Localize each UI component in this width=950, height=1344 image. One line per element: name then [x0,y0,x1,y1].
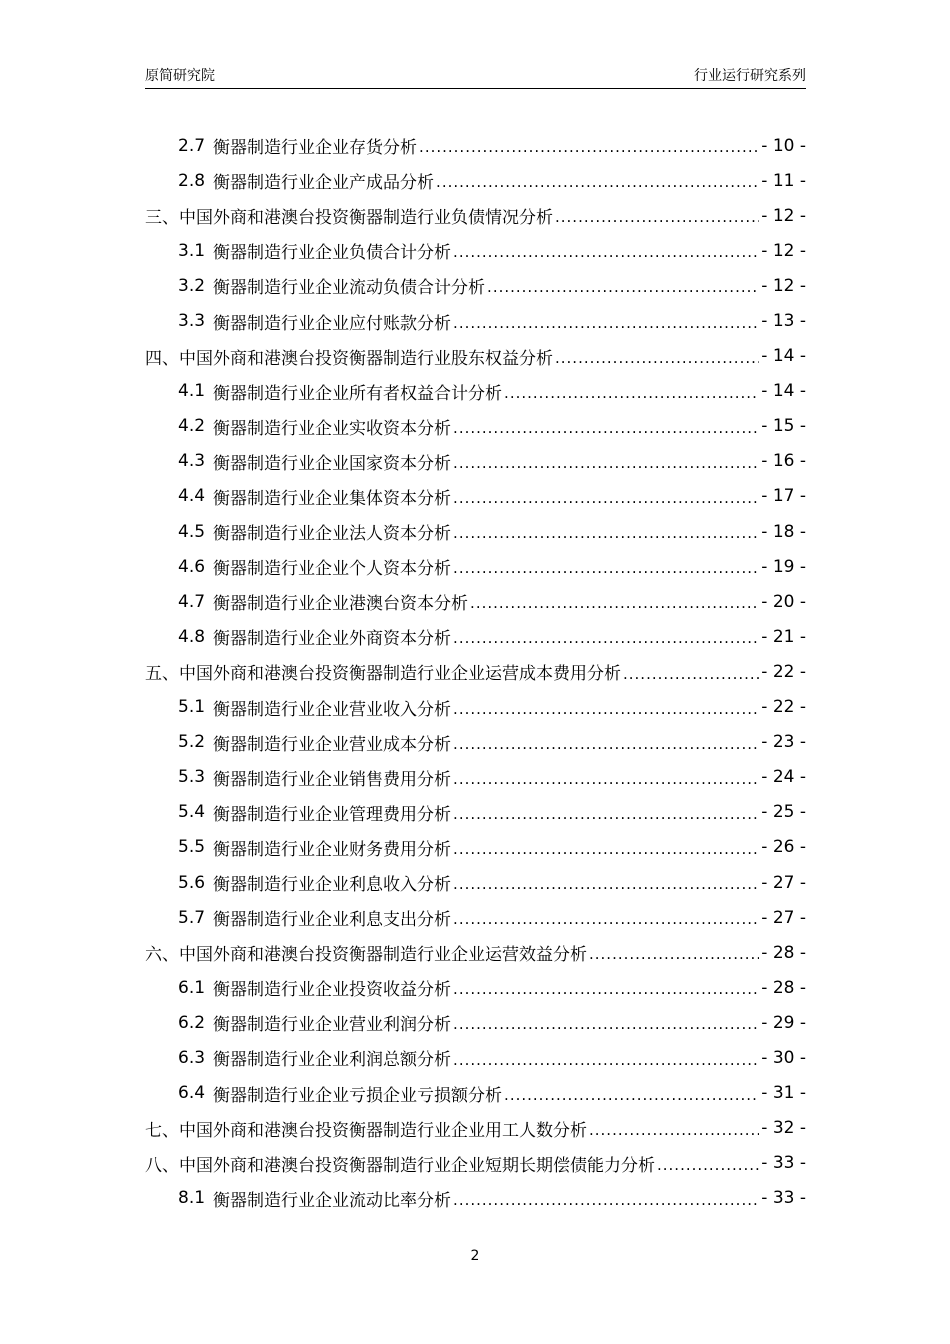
toc-entry[interactable] [145,268,806,303]
table-of-contents [145,128,806,1216]
toc-entry[interactable] [145,409,806,444]
toc-dot-leader [453,1051,759,1076]
toc-entry-page: - 15 - [761,416,806,437]
toc-entry-number: 4.6 [178,556,206,577]
toc-entry-number: 2.8 [178,170,206,191]
toc-entry-number: 4.1 [178,381,206,402]
toc-entry-page: - 25 - [761,802,806,823]
toc-dot-leader [623,665,759,690]
toc-entry-title: 衡器制造行业企业个人资本分析 [213,559,452,580]
toc-dot-leader [453,559,759,584]
toc-entry-title: 衡器制造行业企业负债合计分析 [213,243,452,264]
toc-dot-leader [453,1015,759,1040]
toc-dot-leader [487,278,759,303]
toc-dot-leader [453,840,759,865]
toc-entry[interactable] [145,1076,806,1111]
toc-dot-leader [504,384,759,409]
toc-entry-title: 衡器制造行业企业营业收入分析 [213,699,452,720]
toc-entry-number: 4.2 [178,416,206,437]
toc-entry[interactable] [145,935,806,970]
toc-entry-title: 衡器制造行业企业存货分析 [213,138,418,159]
toc-dot-leader [470,594,759,619]
toc-dot-leader [436,173,759,198]
toc-entry[interactable] [145,1005,806,1040]
toc-entry-number: 4.5 [178,521,206,542]
toc-entry-title: 衡器制造行业企业利息支出分析 [213,910,452,931]
toc-entry-number: 3.2 [178,275,206,296]
toc-entry-number: 5.6 [178,872,206,893]
toc-entry[interactable] [145,584,806,619]
toc-entry-number: 5.5 [178,837,206,858]
toc-entry-number: 6.2 [178,1012,206,1033]
toc-entry-title: 衡器制造行业企业产成品分析 [213,173,435,194]
toc-entry-number: 5.7 [178,907,206,928]
toc-entry-page: - 21 - [761,626,806,647]
toc-entry-title: 衡器制造行业企业利润总额分析 [213,1050,452,1071]
toc-entry-page: - 22 - [761,661,806,682]
toc-entry[interactable] [145,339,806,374]
toc-entry[interactable] [145,444,806,479]
toc-entry-title: 衡器制造行业企业国家资本分析 [213,453,452,474]
toc-entry[interactable] [145,970,806,1005]
toc-entry-number: 4.8 [178,626,206,647]
toc-entry-page: - 10 - [761,135,806,156]
toc-dot-leader [657,1156,759,1181]
toc-entry-title: 衡器制造行业企业亏损企业亏损额分析 [213,1085,503,1106]
header-series: 行业运行研究系列 [694,68,806,84]
toc-entry-page: - 11 - [761,170,806,191]
toc-entry-title: 衡器制造行业企业所有者权益合计分析 [213,383,503,404]
toc-entry-title: 衡器制造行业企业港澳台资本分析 [213,594,469,615]
toc-entry-page: - 32 - [761,1118,806,1139]
toc-entry[interactable] [145,549,806,584]
toc-entry-title: 衡器制造行业企业流动比率分析 [213,1190,452,1211]
toc-entry-title: 衡器制造行业企业法人资本分析 [213,524,452,545]
toc-entry-page: - 28 - [761,942,806,963]
toc-dot-leader [453,805,759,830]
toc-entry[interactable] [145,479,806,514]
toc-entry-title: 衡器制造行业企业外商资本分析 [213,629,452,650]
toc-entry-number: 6.4 [178,1083,206,1104]
toc-entry-title: 衡器制造行业企业集体资本分析 [213,488,452,509]
toc-entry-page: - 12 - [761,240,806,261]
toc-entry[interactable] [145,654,806,689]
toc-entry-page: - 29 - [761,1012,806,1033]
toc-dot-leader [453,910,759,935]
toc-entry[interactable] [145,198,806,233]
toc-entry-number: 4.4 [178,486,206,507]
toc-entry-title: 衡器制造行业企业销售费用分析 [213,769,452,790]
toc-entry-page: - 20 - [761,591,806,612]
toc-entry-number: 5.1 [178,697,206,718]
toc-entry-title: 八、中国外商和港澳台投资衡器制造行业企业短期长期偿债能力分析 [145,1155,655,1176]
toc-entry-page: - 30 - [761,1047,806,1068]
toc-entry-page: - 23 - [761,732,806,753]
toc-entry[interactable] [145,690,806,725]
toc-entry-number: 4.7 [178,591,206,612]
toc-dot-leader [453,770,759,795]
toc-entry[interactable] [145,1111,806,1146]
toc-entry-number: 6.3 [178,1047,206,1068]
toc-entry-number: 5.4 [178,802,206,823]
toc-entry[interactable] [145,514,806,549]
toc-dot-leader [453,875,759,900]
toc-entry-page: - 27 - [761,872,806,893]
toc-entry-title: 五、中国外商和港澳台投资衡器制造行业企业运营成本费用分析 [145,664,621,685]
toc-entry-title: 七、中国外商和港澳台投资衡器制造行业企业用工人数分析 [145,1120,587,1141]
toc-dot-leader [555,349,759,374]
toc-entry-page: - 19 - [761,556,806,577]
toc-entry-number: 5.3 [178,767,206,788]
toc-entry[interactable] [145,725,806,760]
toc-entry-number: 6.1 [178,977,206,998]
toc-dot-leader [453,980,759,1005]
toc-entry-page: - 12 - [761,275,806,296]
toc-entry-page: - 33 - [761,1188,806,1209]
toc-entry-page: - 16 - [761,451,806,472]
toc-entry-number: 8.1 [178,1188,206,1209]
toc-dot-leader [504,1086,759,1111]
toc-dot-leader [419,138,759,163]
toc-entry[interactable] [145,830,806,865]
toc-entry-number: 2.7 [178,135,206,156]
header-publisher: 原简研究院 [145,68,215,84]
toc-entry-title: 衡器制造行业企业应付账款分析 [213,313,452,334]
toc-entry-title: 衡器制造行业企业营业利润分析 [213,1015,452,1036]
toc-entry-page: - 33 - [761,1153,806,1174]
toc-dot-leader [453,735,759,760]
toc-dot-leader [453,489,759,514]
toc-entry[interactable] [145,1146,806,1181]
toc-entry-page: - 17 - [761,486,806,507]
toc-entry-title: 衡器制造行业企业流动负债合计分析 [213,278,486,299]
toc-entry-title: 衡器制造行业企业投资收益分析 [213,980,452,1001]
toc-dot-leader [453,314,759,339]
toc-dot-leader [589,945,759,970]
toc-entry-title: 衡器制造行业企业管理费用分析 [213,804,452,825]
toc-dot-leader [453,454,759,479]
page-header [145,66,806,89]
toc-entry[interactable] [145,303,806,338]
toc-entry[interactable] [145,163,806,198]
toc-entry-number: 3.3 [178,311,206,332]
toc-entry-number: 4.3 [178,451,206,472]
toc-entry-page: - 14 - [761,381,806,402]
toc-dot-leader [453,700,759,725]
toc-entry[interactable] [145,795,806,830]
toc-entry-title: 六、中国外商和港澳台投资衡器制造行业企业运营效益分析 [145,945,587,966]
toc-dot-leader [453,1191,759,1216]
toc-entry[interactable] [145,233,806,268]
toc-dot-leader [453,419,759,444]
toc-dot-leader [453,524,759,549]
toc-entry[interactable] [145,900,806,935]
toc-dot-leader [453,243,759,268]
toc-dot-leader [589,1121,759,1146]
toc-dot-leader [555,208,759,233]
toc-entry-page: - 24 - [761,767,806,788]
toc-dot-leader [453,629,759,654]
toc-entry-page: - 26 - [761,837,806,858]
toc-entry[interactable] [145,374,806,409]
toc-entry[interactable] [145,619,806,654]
toc-entry-page: - 18 - [761,521,806,542]
toc-entry-page: - 14 - [761,346,806,367]
toc-entry-page: - 22 - [761,697,806,718]
toc-entry-number: 5.2 [178,732,206,753]
toc-entry-title: 三、中国外商和港澳台投资衡器制造行业负债情况分析 [145,208,553,229]
toc-entry-title: 衡器制造行业企业财务费用分析 [213,839,452,860]
toc-entry[interactable] [145,128,806,163]
toc-entry[interactable] [145,760,806,795]
toc-entry[interactable] [145,865,806,900]
page-number: 2 [470,1248,480,1264]
toc-entry-page: - 13 - [761,311,806,332]
toc-entry[interactable] [145,1040,806,1075]
toc-entry-title: 四、中国外商和港澳台投资衡器制造行业股东权益分析 [145,348,553,369]
toc-entry-number: 3.1 [178,240,206,261]
toc-entry-page: - 12 - [761,205,806,226]
toc-entry-page: - 28 - [761,977,806,998]
toc-entry-page: - 31 - [761,1083,806,1104]
toc-entry[interactable] [145,1181,806,1216]
toc-entry-page: - 27 - [761,907,806,928]
toc-entry-title: 衡器制造行业企业利息收入分析 [213,875,452,896]
toc-entry-title: 衡器制造行业企业营业成本分析 [213,734,452,755]
toc-entry-title: 衡器制造行业企业实收资本分析 [213,418,452,439]
